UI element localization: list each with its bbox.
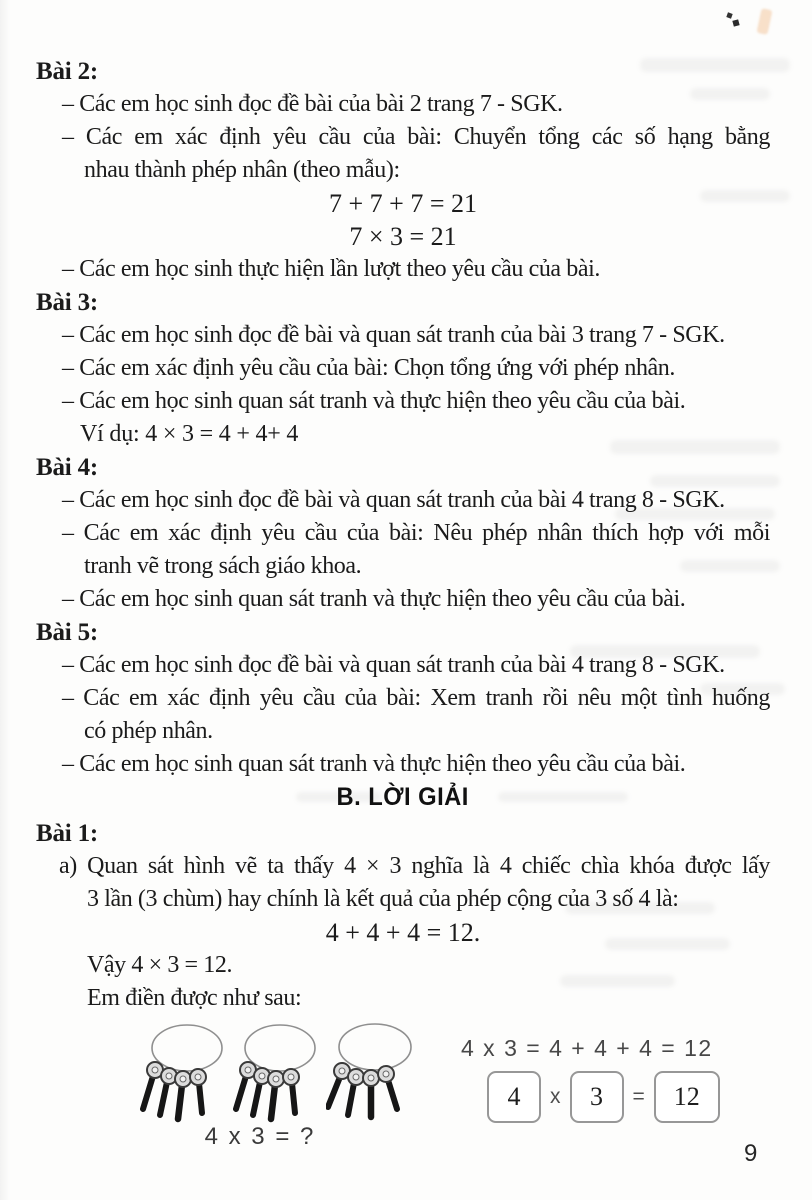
- example-line: Ví dụ: 4 × 3 = 4 + 4+ 4: [80, 421, 299, 447]
- bullet-line: – Các em học sinh quan sát tranh và thực hiện theo yêu cầu của bài.: [62, 751, 686, 777]
- bullet-line: – Các em xác định yêu cầu của bài: Nêu phép nhân thích hợp với mỗi: [62, 520, 770, 546]
- equals-sign: =: [632, 1085, 645, 1108]
- bullet-line: – Các em xác định yêu cầu của bài: Xem tranh rồi nêu một tình huống: [62, 685, 770, 711]
- exercise-bai-2: [0, 55, 812, 286]
- bullet-line: – Các em học sinh đọc đề bài và quan sát tranh của bài 3 trang 7 - SGK.: [62, 322, 725, 348]
- bullet-line: – Các em học sinh thực hiện lần lượt theo yêu cầu của bài.: [62, 256, 600, 282]
- answer-box-row: [487, 1071, 720, 1123]
- exercise-heading: Bài 1:: [36, 820, 98, 847]
- bullet-line: – Các em học sinh đọc đề bài và quan sát tranh của bài 4 trang 8 - SGK.: [62, 652, 725, 678]
- exercise-heading: Bài 3:: [36, 289, 98, 316]
- key-figure: [0, 1021, 812, 1171]
- exercise-heading: Bài 5:: [36, 619, 98, 646]
- bullet-line: – Các em học sinh quan sát tranh và thực hiện theo yêu cầu của bài.: [62, 388, 686, 414]
- exercise-heading: Bài 2:: [36, 58, 98, 85]
- scan-speck: [726, 12, 732, 18]
- exercise-heading: Bài 4:: [36, 454, 98, 481]
- answer-box-product: 12: [654, 1071, 720, 1123]
- equation: 7 + 7 + 7 = 21: [329, 189, 477, 218]
- answer-box-factor2: 3: [570, 1071, 624, 1123]
- solution-line: a) Quan sát hình vẽ ta thấy 4 × 3 nghĩa là 4 chiếc chìa khóa được lấy: [59, 853, 770, 879]
- bullet-line-continued: có phép nhân.: [84, 718, 213, 744]
- equation: 4 + 4 + 4 = 12.: [325, 918, 481, 947]
- conclusion-line: Vậy 4 × 3 = 12.: [87, 952, 233, 978]
- key-bunch-icon: [140, 1021, 232, 1125]
- equation: 7 × 3 = 21: [349, 222, 457, 251]
- bullet-line: – Các em học sinh đọc đề bài và quan sát tranh của bài 4 trang 8 - SGK.: [62, 487, 725, 513]
- fill-in-prompt: Em điền được như sau:: [87, 985, 302, 1011]
- section-heading-loi-giai: B. LỜI GIẢI: [336, 783, 470, 811]
- figure-equation: 4 x 3 = 4 + 4 + 4 = 12: [461, 1035, 713, 1061]
- solution-line-continued: 3 lần (3 chùm) hay chính là kết quả của phép cộng của 3 số 4 là:: [87, 886, 679, 912]
- multiply-sign: x: [550, 1085, 561, 1108]
- bullet-line: – Các em học sinh quan sát tranh và thực hiện theo yêu cầu của bài.: [62, 586, 686, 612]
- scan-speck: [732, 19, 739, 26]
- exercise-bai-5: [0, 616, 812, 781]
- bullet-line: – Các em xác định yêu cầu của bài: Chọn tổng ứng với phép nhân.: [62, 355, 676, 381]
- bullet-line: – Các em xác định yêu cầu của bài: Chuyển tổng các số hạng bằng: [62, 124, 770, 150]
- key-bunch-icon: [326, 1021, 422, 1125]
- figure-caption: 4 x 3 = ?: [204, 1123, 316, 1150]
- answer-box-factor1: 4: [487, 1071, 541, 1123]
- bullet-line: – Các em học sinh đọc đề bài của bài 2 trang 7 - SGK.: [62, 91, 563, 117]
- solution-bai-1: [0, 817, 812, 1171]
- page-number: 9: [744, 1140, 758, 1167]
- bullet-line-continued: tranh vẽ trong sách giáo khoa.: [84, 553, 362, 579]
- exercise-bai-4: [0, 451, 812, 616]
- exercise-bai-3: [0, 286, 812, 451]
- page-text-column: [0, 55, 812, 1171]
- bullet-line-continued: nhau thành phép nhân (theo mẫu):: [84, 157, 400, 183]
- scan-smudge: [757, 8, 773, 35]
- key-bunch-icon: [233, 1021, 325, 1125]
